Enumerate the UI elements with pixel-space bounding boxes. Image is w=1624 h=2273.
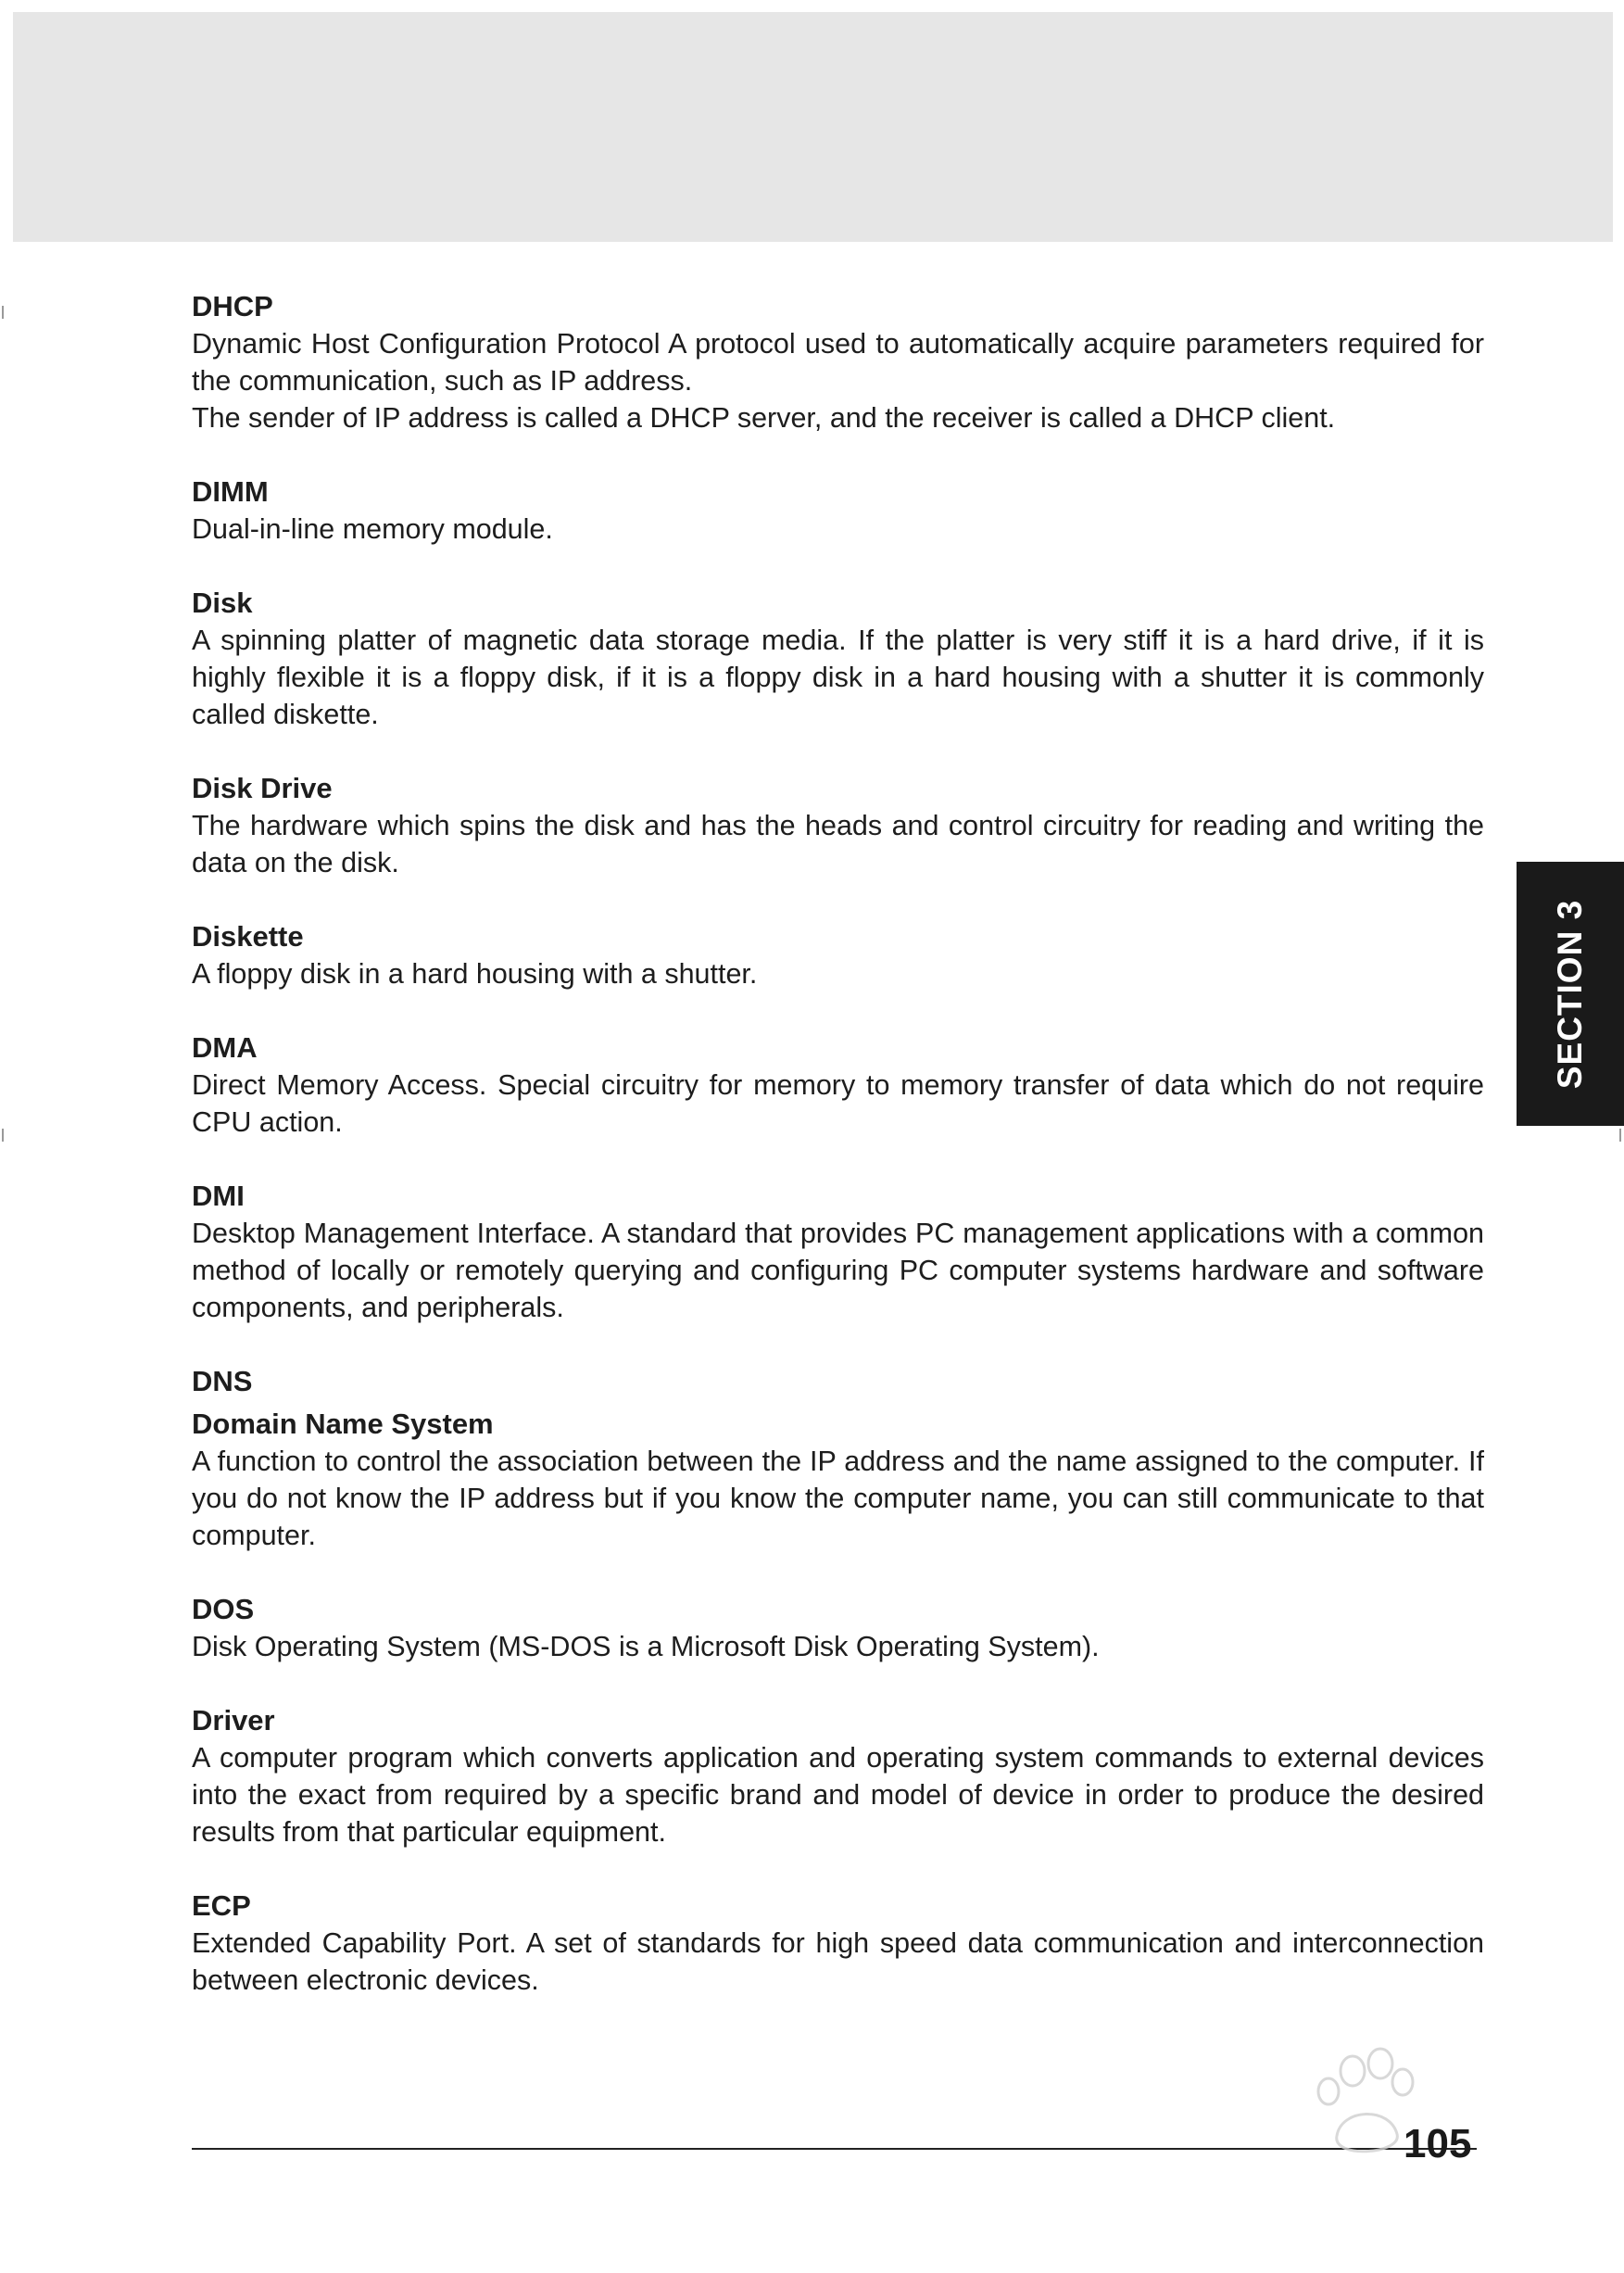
glossary-entry-driver — [192, 1702, 1484, 1850]
glossary-term: Driver — [192, 1704, 275, 1736]
glossary-term: Disk Drive — [192, 772, 333, 804]
crop-mark — [1619, 1129, 1621, 1142]
section-tab — [1517, 862, 1624, 1126]
glossary-term: DMA — [192, 1031, 258, 1064]
page-number: 105 — [1404, 2121, 1472, 2166]
baidu-watermark-logo — [1147, 2025, 1536, 2219]
glossary-entry-disk-drive — [192, 770, 1484, 881]
glossary-definition: Dynamic Host Configuration Protocol A protocol used to automatically acquire parameters required for the communication, such as IP address. — [192, 328, 1484, 397]
header-band — [13, 12, 1613, 242]
glossary-entry-ecp — [192, 1888, 1484, 1999]
glossary-entry-dns — [192, 1363, 1484, 1554]
glossary-definition: A computer program which converts application and operating system commands to external devices into the exact from required by a specific brand and model of device in order to produce the desired results from that particular equipment. — [192, 1742, 1484, 1848]
glossary-definition: Dual-in-line memory module. — [192, 513, 553, 545]
glossary-entry-dos — [192, 1591, 1484, 1665]
glossary-entry-dimm — [192, 474, 1484, 548]
section-tab-label: SECTION 3 — [1551, 899, 1589, 1089]
glossary-content — [192, 288, 1484, 2036]
glossary-definition: A function to control the association between the IP address and the name assigned to the computer. If you do not know the IP address but if you know the computer name, you can still communicate to that computer. — [192, 1446, 1484, 1551]
glossary-term: DIMM — [192, 475, 269, 508]
glossary-entry-dmi — [192, 1178, 1484, 1326]
glossary-subterm: Domain Name System — [192, 1408, 494, 1440]
glossary-term: Disk — [192, 587, 253, 619]
glossary-definition: Extended Capability Port. A set of standards for high speed data communication and interconnection between electronic devices. — [192, 1927, 1484, 1996]
glossary-definition: The hardware which spins the disk and has the heads and control circuitry for reading and writing the data on the disk. — [192, 810, 1484, 878]
glossary-term: DMI — [192, 1180, 245, 1212]
glossary-definition: A spinning platter of magnetic data storage media. If the platter is very stiff it is a hard drive, if it is highly flexible it is a floppy disk, if it is a floppy disk in a hard housing with a shutter it is commonly called diskette. — [192, 625, 1484, 730]
glossary-entry-disk — [192, 585, 1484, 733]
glossary-entry-diskette — [192, 918, 1484, 992]
glossary-definition: A floppy disk in a hard housing with a shutter. — [192, 958, 758, 990]
crop-mark — [2, 306, 4, 319]
glossary-entry-dma — [192, 1029, 1484, 1141]
glossary-term: Diskette — [192, 920, 304, 953]
glossary-definition: Disk Operating System (MS-DOS is a Microsoft Disk Operating System). — [192, 1631, 1100, 1662]
glossary-definition: The sender of IP address is called a DHCP server, and the receiver is called a DHCP client. — [192, 402, 1336, 434]
glossary-term: DNS — [192, 1365, 253, 1397]
glossary-definition: Desktop Management Interface. A standard that provides PC management applications with a common method of locally or remotely querying and configuring PC computer systems hardware and software components, and peripherals. — [192, 1218, 1484, 1323]
crop-mark — [2, 1129, 4, 1142]
glossary-term: DOS — [192, 1593, 255, 1625]
glossary-entry-dhcp — [192, 288, 1484, 436]
glossary-definition: Direct Memory Access. Special circuitry for memory to memory transfer of data which do not require CPU action. — [192, 1069, 1484, 1138]
glossary-term: ECP — [192, 1889, 251, 1922]
glossary-term: DHCP — [192, 290, 273, 322]
